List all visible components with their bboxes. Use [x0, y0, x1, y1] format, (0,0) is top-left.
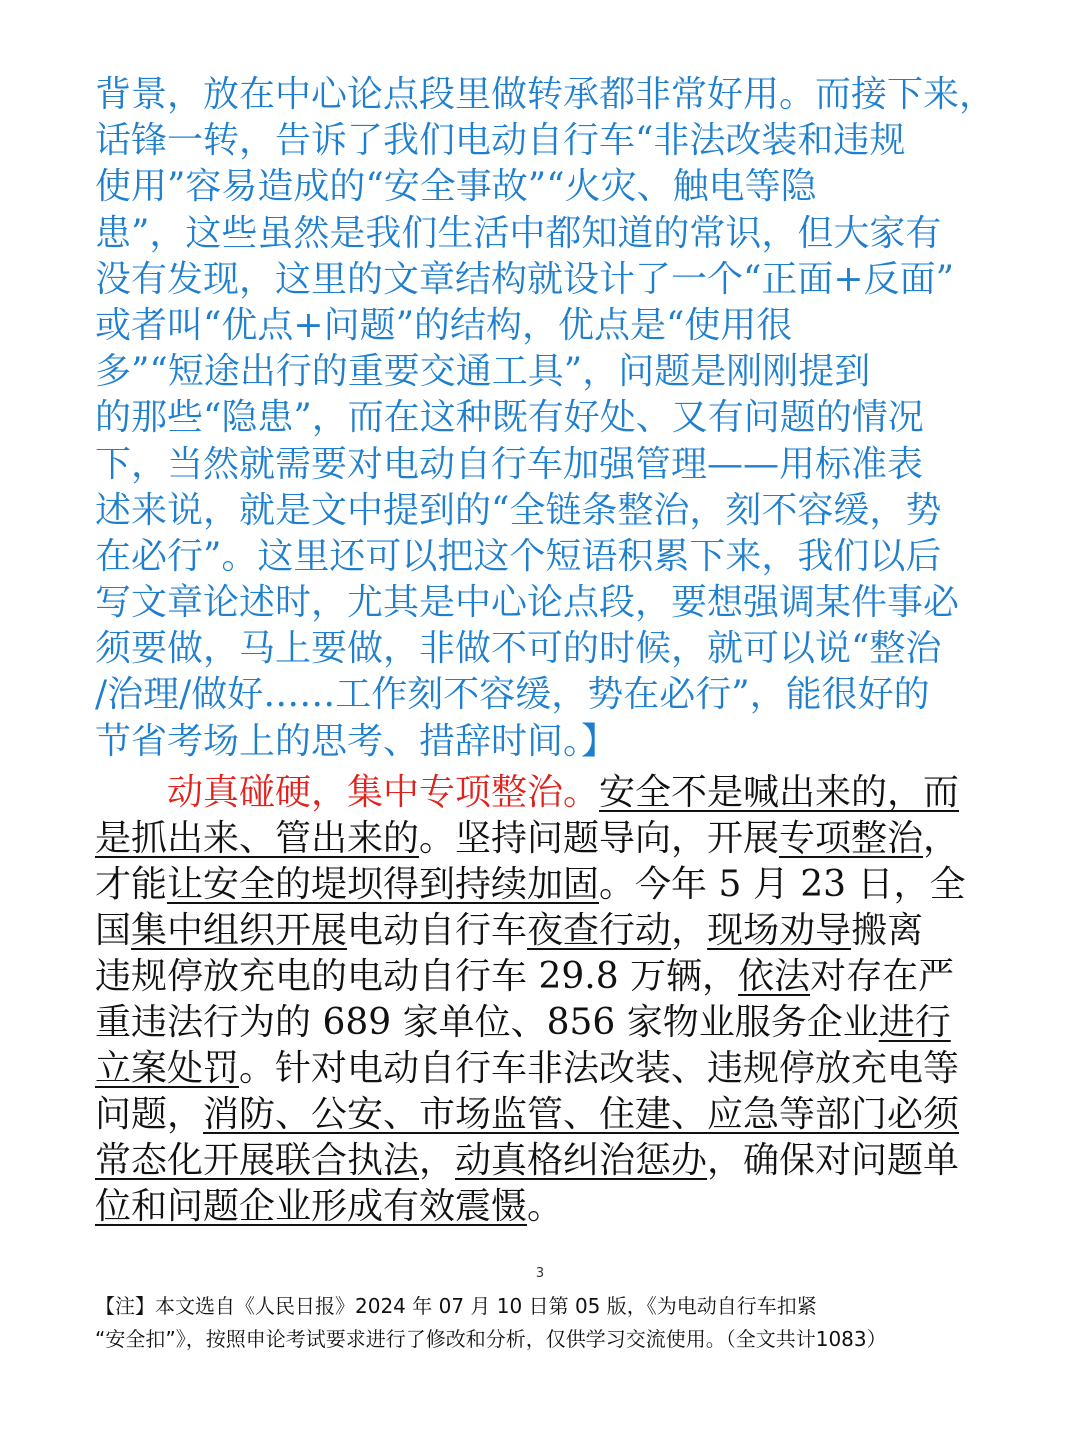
underlined-phrase: 依法 [738, 956, 811, 997]
analysis-line: 使用”容易造成的“安全事故”“火灾、触电等隐 [95, 166, 817, 208]
text-run: 。 [527, 1186, 564, 1227]
analysis-line: 背景，放在中心论点段里做转承都非常好用。而接下来， [95, 74, 996, 115]
paragraph-line [95, 954, 995, 1000]
underlined-phrase: 动真格纠治惩办 [455, 1140, 708, 1181]
text-run: 。针对电动自行车非法改装、违规停放充电等 [239, 1048, 960, 1089]
analysis-line: 患”，这些虽然是我们生活中都知道的常识，但大家有 [95, 212, 942, 254]
underlined-phrase: 夜查行动 [527, 910, 672, 951]
analysis-commentary [95, 72, 995, 765]
paragraph-line [95, 816, 995, 862]
text-run: 重违法行为的 689 家单位、856 家物业服务企业 [95, 1002, 879, 1043]
text-run: ，确保对问题单 [707, 1140, 960, 1181]
analysis-line: 写文章论述时，尤其是中心论点段，要想强调某件事必 [95, 582, 960, 624]
text-run: 。今年 5 月 23 日，全 [599, 864, 966, 905]
body-paragraph [95, 770, 995, 1230]
underlined-phrase: 让安全的堤坝得到持续加固 [167, 864, 600, 905]
analysis-line: 在必行”。这里还可以把这个短语积累下来，我们以后 [95, 535, 942, 577]
paragraph-line [95, 1000, 995, 1046]
section-heading: 动真碰硬，集中专项整治。 [167, 772, 600, 813]
text-run: 才能 [95, 864, 168, 905]
paragraph-line [95, 862, 995, 908]
paragraph-line [95, 908, 995, 954]
text-run: 问题， [95, 1094, 204, 1135]
analysis-line: /治理/做好……工作刻不容缓，势在必行”，能很好的 [95, 674, 930, 716]
paragraph-line [95, 1138, 995, 1184]
text-run: 电动自行车 [347, 910, 528, 951]
underlined-phrase: 进行 [878, 1002, 951, 1043]
text-run: 对存在严 [810, 956, 955, 997]
source-footnote [95, 1290, 1005, 1356]
text-run: 搬离 [851, 910, 924, 951]
underlined-phrase: 位和问题企业形成有效震慑 [95, 1186, 528, 1227]
underlined-phrase: 常态化开展联合执法 [95, 1140, 420, 1181]
text-run: ， [923, 818, 960, 859]
text-run: ， [419, 1140, 456, 1181]
analysis-line: 下，当然就需要对电动自行车加强管理——用标准表 [95, 443, 924, 485]
paragraph-line [95, 770, 995, 816]
analysis-line: 的那些“隐患”，而在这种既有好处、又有问题的情况 [95, 397, 924, 439]
underlined-phrase: 集中组织开展 [131, 910, 348, 951]
underlined-phrase: 消防、公安、市场监管、住建、应急等部门必须 [203, 1094, 960, 1135]
text-run: 。坚持问题导向，开展 [419, 818, 780, 859]
underlined-phrase: 立案处罚 [95, 1048, 240, 1089]
underlined-phrase: 安全不是喊出来的，而 [599, 772, 960, 813]
paragraph-line [95, 1046, 995, 1092]
underlined-phrase: 是抓出来、管出来的 [95, 818, 420, 859]
text-run: 违规停放充电的电动自行车 29.8 万辆， [95, 956, 739, 997]
analysis-line: 话锋一转，告诉了我们电动自行车“非法改装和违规 [95, 120, 906, 162]
footnote-line: “安全扣”》，按照申论考试要求进行了修改和分析，仅供学习交流使用。（全文共计1083） [95, 1327, 887, 1351]
paragraph-line [95, 1092, 995, 1138]
underlined-phrase: 现场劝导 [707, 910, 852, 951]
text-run: 国 [95, 910, 132, 951]
footnote-line: 【注】本文选自《人民日报》2024 年 07 月 10 日第 05 版，《为电动自行车扣紧 [95, 1294, 817, 1318]
paragraph-line [95, 1184, 995, 1230]
analysis-line: 没有发现，这里的文章结构就设计了一个“正面+反面” [95, 258, 954, 300]
analysis-line: 或者叫“优点+问题”的结构，优点是“使用很 [95, 304, 793, 346]
analysis-line: 多”“短途出行的重要交通工具”，问题是刚刚提到 [95, 351, 871, 393]
underlined-phrase: 专项整治 [779, 818, 924, 859]
page-number: 3 [535, 1266, 545, 1281]
analysis-line: 述来说，就是文中提到的“全链条整治，刻不容缓，势 [95, 489, 942, 531]
analysis-line: 须要做，马上要做，非做不可的时候，就可以说“整治 [95, 628, 942, 670]
text-run: ， [671, 910, 708, 951]
analysis-line: 节省考场上的思考、措辞时间。】 [95, 720, 618, 762]
